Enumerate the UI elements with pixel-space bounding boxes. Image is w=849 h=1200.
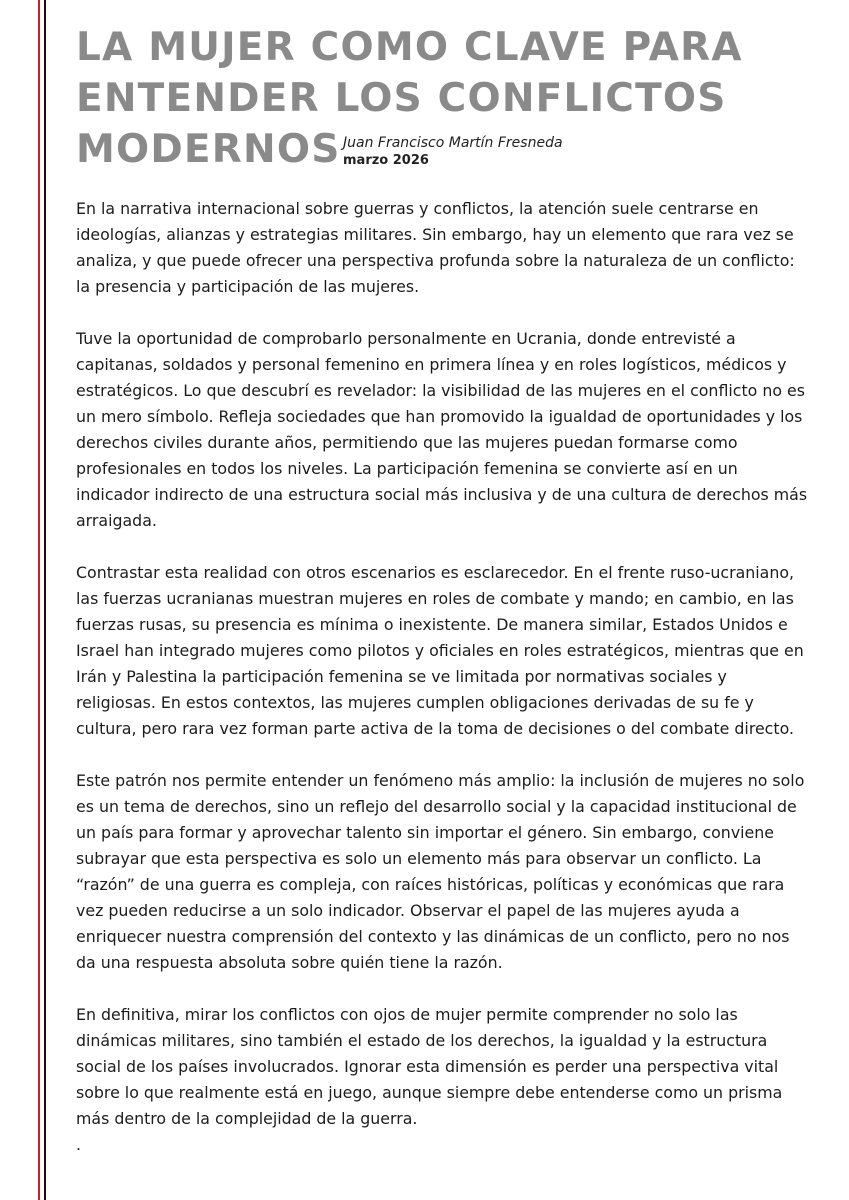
publication-date: marzo 2026 [343,153,429,168]
article-body [76,196,808,1184]
title-line-3: MODERNOS [76,127,341,172]
paragraph-4: Este patrón nos permite entender un fenómeno más amplio: la inclusión de mujeres no solo es un tema de derechos, sino un reflejo del desarrollo social y la capacidad institucional de un país para formar y aprovechar talento sin importar el género. Sin embargo, conviene subrayar que esta perspectiva es solo un elemento más para observar un conflicto. La “razón” de una guerra es compleja, con raíces históricas, políticas y económicas que rara vez pueden reducirse a un solo indicador. Observar el papel de las mujeres ayuda a enriquecer nuestra comprensión del contexto y las dinámicas de un conflicto, pero no nos da una respuesta absoluta sobre quién tiene la razón. [76,771,805,972]
paragraph-2: Tuve la oportunidad de comprobarlo personalmente en Ucrania, donde entrevisté a capitanas, soldados y personal femenino en primera línea y en roles logísticos, médicos y estratégicos. Lo que descubrí es revelador: la visibilidad de las mujeres en el conflicto no es un mero símbolo. Refleja sociedades que han promovido la igualdad de oportunidades y los derechos civiles durante años, permitiendo que las mujeres puedan formarse como profesionales en todos los niveles. La participación femenina se convierte así en un indicador indirecto de una estructura social más inclusiva y de una cultura de derechos más arraigada. [76,329,808,530]
byline [343,134,563,169]
paragraph-5: En definitiva, mirar los conflictos con ojos de mujer permite comprender no solo las dinámicas militares, sino también el estado de los derechos, la igualdad y la estructura social de los países involucrados. Ignorar esta dimensión es perder una perspectiva vital sobre lo que realmente está en juego, aunque siempre debe entenderse como un prisma más dentro de la complejidad de la guerra. [76,1005,783,1128]
author-name: Juan Francisco Martín Fresneda [343,135,563,151]
paragraph-1: En la narrativa internacional sobre guerras y conflictos, la atención suele centrarse en ideologías, alianzas y estrategias militares. Sin embargo, hay un elemento que rara vez se analiza, y que puede ofrecer una perspectiva profunda sobre la naturaleza de un conflicto: la presencia y participación de las mujeres. [76,199,795,296]
paragraph-3: Contrastar esta realidad con otros escenarios es esclarecedor. En el frente ruso-ucraniano, las fuerzas ucranianas muestran mujeres en roles de combate y mando; en cambio, en las fuerzas rusas, su presencia es mínima o inexistente. De manera similar, Estados Unidos e Israel han integrado mujeres como pilotos y oficiales en roles estratégicos, mientras que en Irán y Palestina la participación femenina se ve limitada por normativas sociales y religiosas. En estos contextos, las mujeres cumplen obligaciones derivadas de su fe y cultura, pero rara vez forman parte activa de la toma de decisiones o del combate directo. [76,563,804,738]
title-line-2: ENTENDER LOS CONFLICTOS [76,76,727,121]
title-line-1: LA MUJER COMO CLAVE PARA [76,25,743,70]
left-border-red-line [38,0,40,1200]
left-border-black-line [44,0,46,1200]
trailing-period: . [76,1135,82,1154]
